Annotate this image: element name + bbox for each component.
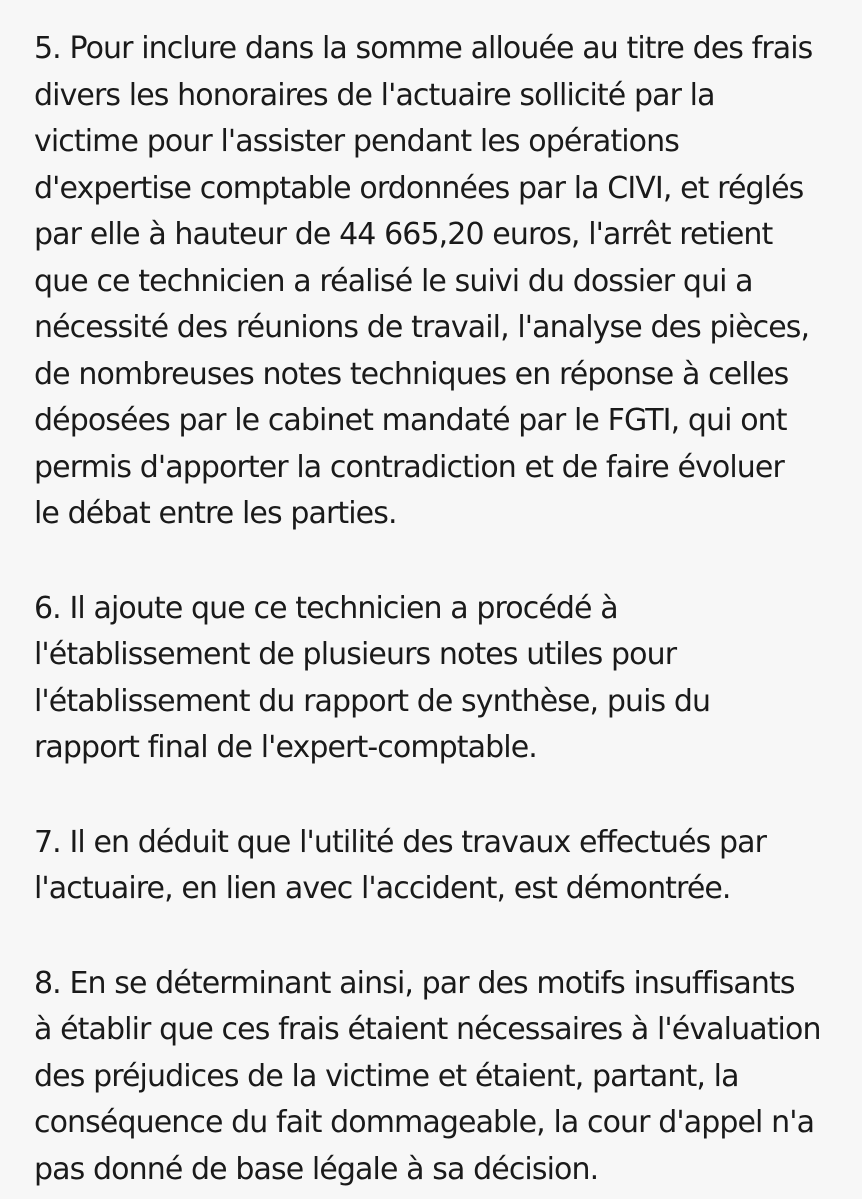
text-line: des préjudices de la victime et étaient, partant, la (34, 1058, 739, 1094)
text-line: conséquence du fait dommageable, la cour d'appel n'a (34, 1105, 815, 1140)
text-line: que ce technicien a réalisé le suivi du dossier qui a (34, 263, 753, 299)
text-line: l'établissement de plusieurs notes utiles pour (34, 637, 677, 672)
text-line: 7. Il en déduit que l'utilité des travaux effectués par (34, 824, 767, 860)
text-line: à établir que ces frais étaient nécessaires à l'évaluation (34, 1012, 821, 1047)
text-line: permis d'apporter la contradiction et de faire évoluer (34, 449, 784, 485)
paragraph-6 (34, 586, 832, 772)
text-line: victime pour l'assister pendant les opérations (34, 124, 679, 159)
text-line: divers les honoraires de l'actuaire sollicité par la (34, 77, 715, 113)
text-line: d'expertise comptable ordonnées par la CIVI, et réglés (34, 170, 804, 206)
paragraph-7 (34, 820, 832, 913)
text-line: 6. Il ajoute que ce technicien a procédé à (34, 590, 618, 626)
text-line: 8. En se déterminant ainsi, par des motifs insuffisants (34, 965, 795, 1001)
text-line: de nombreuses notes techniques en réponse à celles (34, 356, 789, 392)
text-line: l'actuaire, en lien avec l'accident, est démontrée. (34, 871, 731, 906)
text-line: l'établissement du rapport de synthèse, puis du (34, 683, 711, 719)
text-line: nécessité des réunions de travail, l'analyse des pièces, (34, 310, 810, 345)
paragraph-5 (34, 26, 832, 538)
text-line: pas donné de base légale à sa décision. (34, 1151, 599, 1187)
text-line: rapport final de l'expert-comptable. (34, 730, 537, 765)
paragraph-8 (34, 961, 832, 1194)
text-line: déposées par le cabinet mandaté par le FGTI, qui ont (34, 403, 787, 438)
text-line: par elle à hauteur de 44 665,20 euros, l'arrêt retient (34, 217, 773, 252)
text-line: 5. Pour inclure dans la somme allouée au titre des frais (34, 31, 813, 66)
text-line: le débat entre les parties. (34, 496, 397, 531)
